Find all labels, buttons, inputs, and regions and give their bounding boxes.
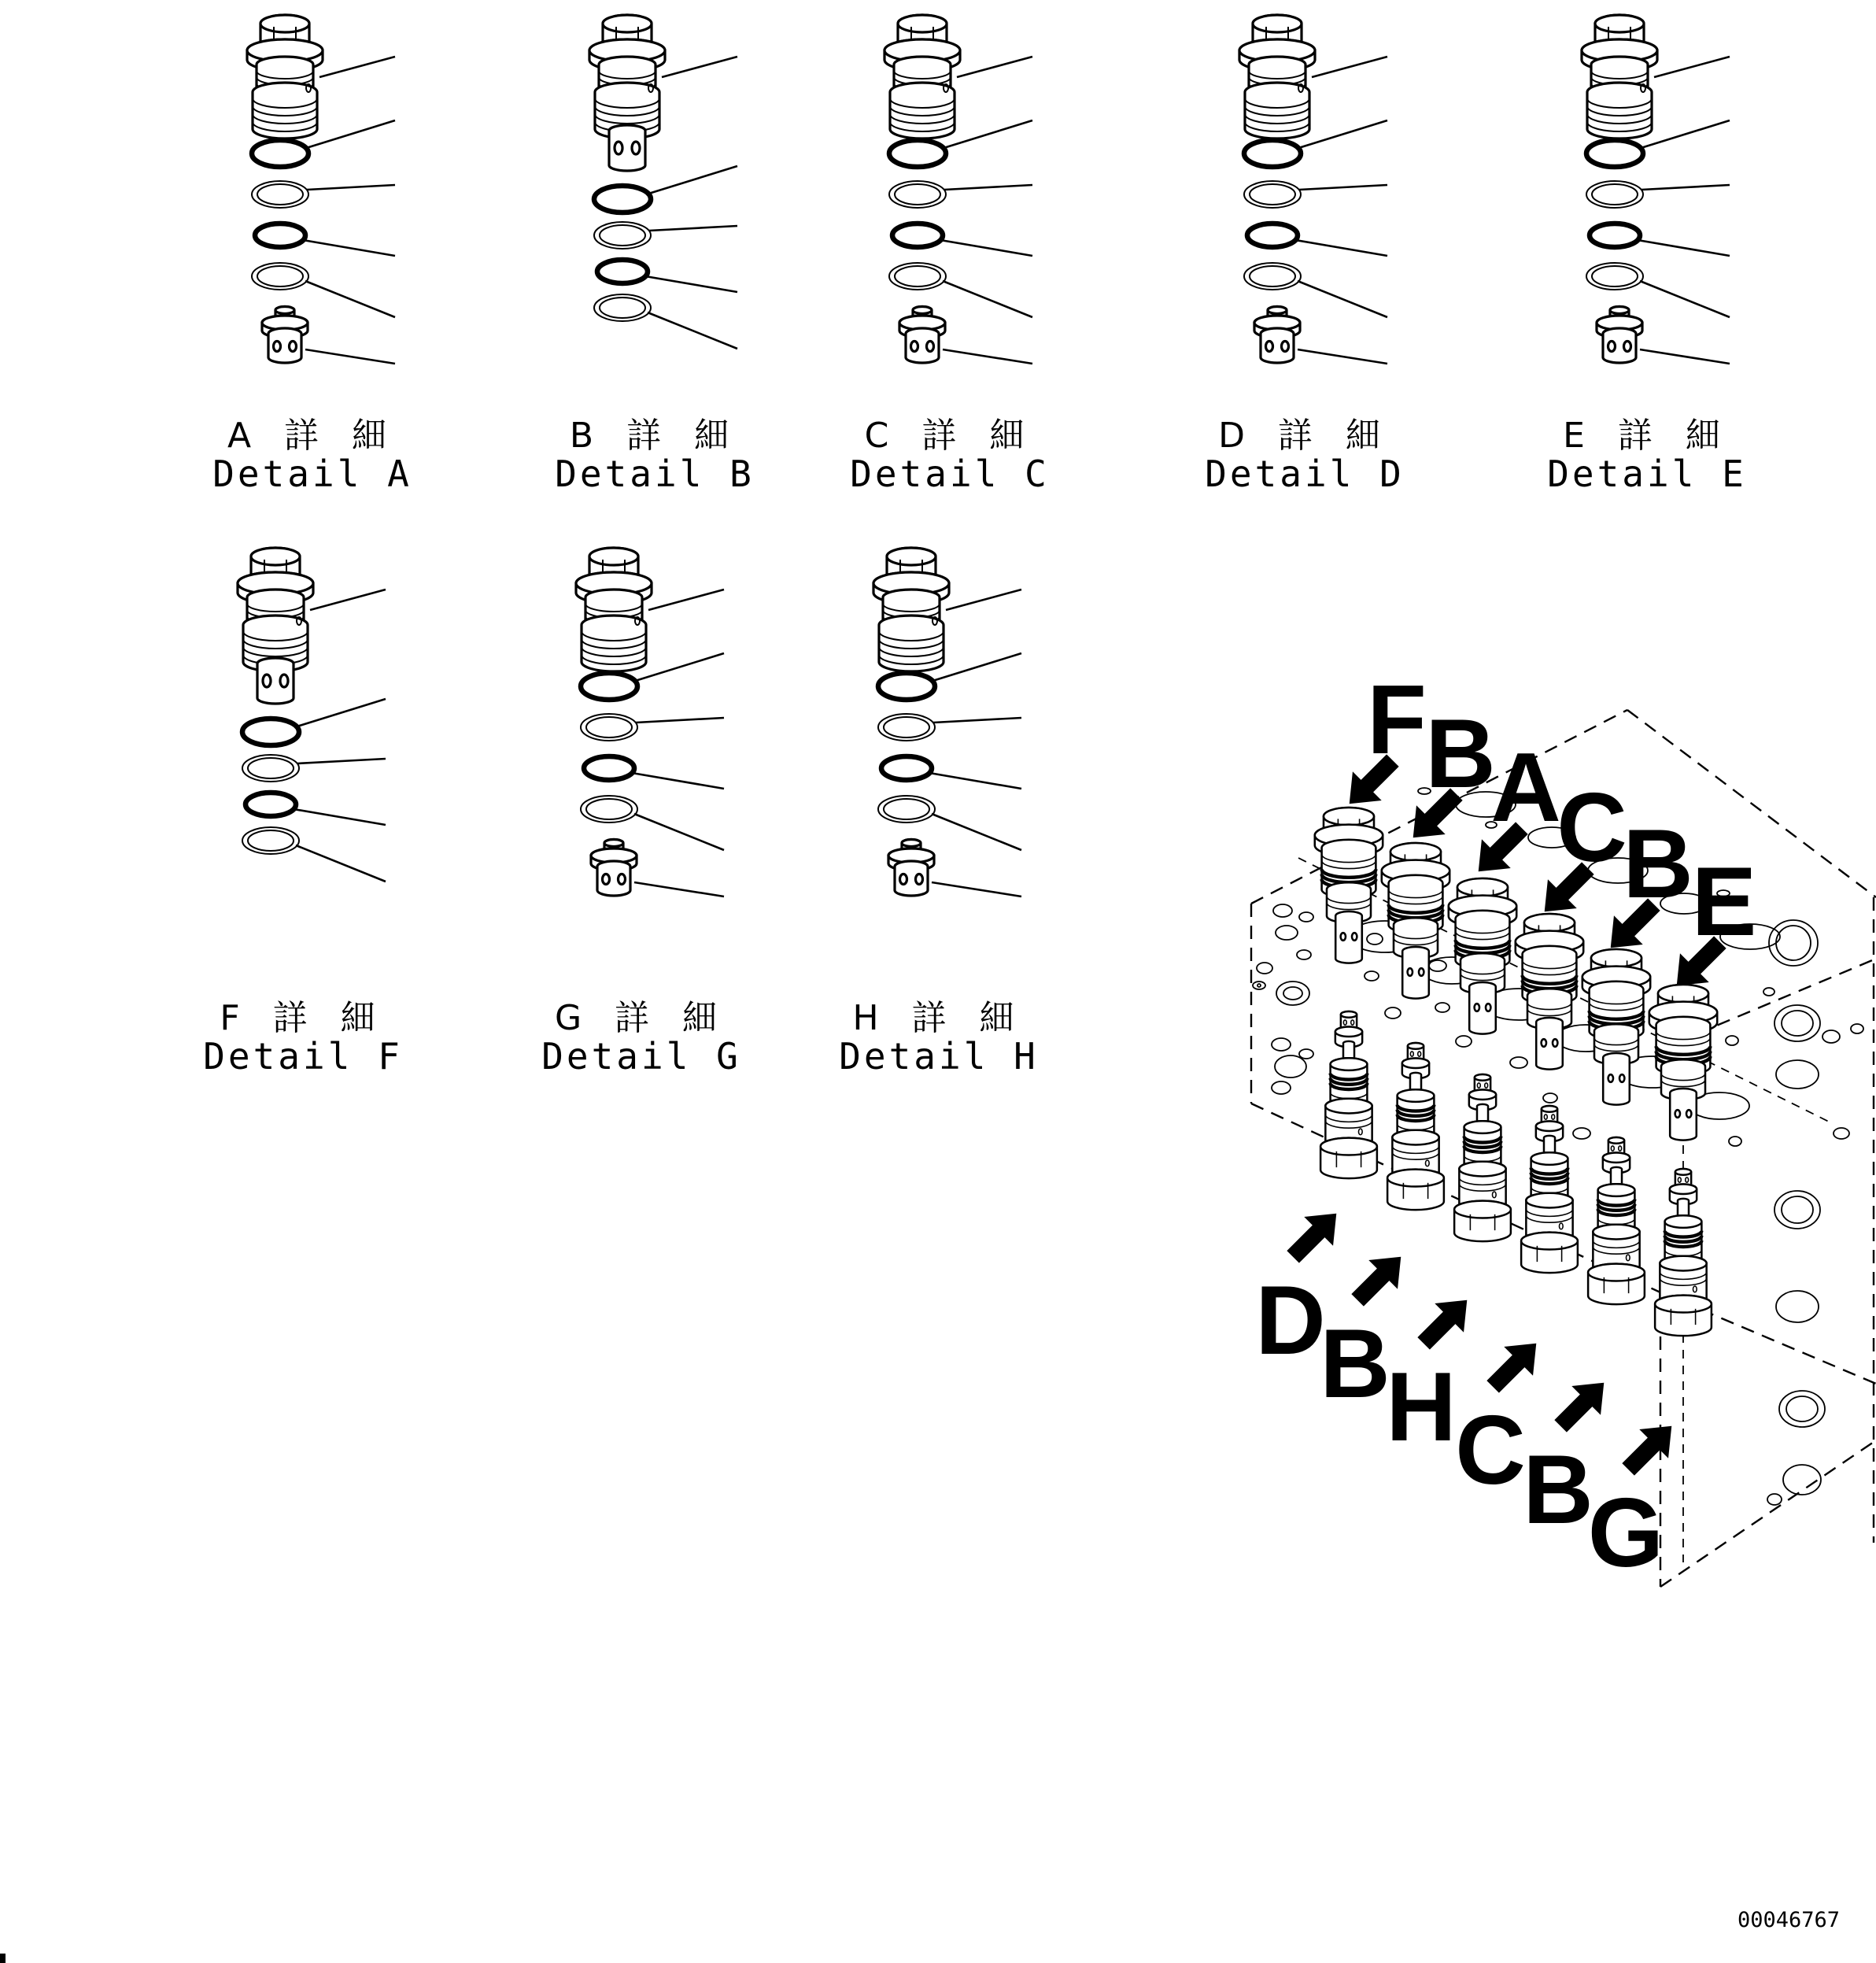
assembly-valve-bottom-5 <box>1588 1137 1645 1304</box>
assembly-valve-top-1 <box>1315 808 1383 963</box>
assembly-marker-top-5: B <box>1623 810 1693 919</box>
detail-F-en-label: Detail F <box>203 1035 403 1078</box>
detail-H-jp-label: H 詳 細 <box>852 998 1025 1038</box>
assembly-valve-top-4 <box>1516 914 1583 1070</box>
assembly-valve-bottom-3 <box>1454 1074 1511 1241</box>
detail-A-jp-label: A 詳 細 <box>227 416 398 456</box>
detail-D-figure <box>1205 15 1405 495</box>
assembly-marker-bottom-6: G <box>1587 1479 1664 1588</box>
detail-G-en-label: Detail G <box>541 1035 741 1078</box>
doc-number: 00046767 <box>1737 1908 1841 1932</box>
arrow-icon <box>1343 1242 1416 1314</box>
page-edge-mark <box>0 1954 6 1963</box>
assembly-marker-bottom-4: C <box>1455 1396 1526 1505</box>
assembly-marker-bottom-5: B <box>1523 1436 1593 1544</box>
arrow-icon <box>1409 1285 1482 1358</box>
assembly-valve-bottom-2 <box>1387 1043 1444 1210</box>
detail-C-en-label: Detail C <box>850 453 1050 495</box>
assembly-isometric-view <box>1251 666 1876 1588</box>
assembly-valve-top-6 <box>1649 985 1717 1140</box>
detail-E-figure <box>1547 15 1747 495</box>
assembly-valve-bottom-6 <box>1655 1169 1712 1336</box>
detail-B-jp-label: B 詳 細 <box>569 416 740 456</box>
detail-E-jp-label: E 詳 細 <box>1563 416 1731 456</box>
detail-F-figure <box>203 548 403 1078</box>
assembly-valve-top-5 <box>1582 949 1650 1105</box>
arrow-icon <box>1479 1329 1551 1401</box>
assembly-valve-bottom-1 <box>1320 1011 1377 1178</box>
assembly-marker-top-1: F <box>1367 666 1427 774</box>
assembly-marker-bottom-2: B <box>1320 1310 1390 1418</box>
assembly-marker-bottom-1: D <box>1255 1266 1326 1375</box>
assembly-valve-top-2 <box>1382 843 1449 999</box>
arrow-icon <box>1279 1199 1351 1271</box>
detail-A-en-label: Detail A <box>212 453 412 495</box>
assembly-marker-top-4: C <box>1557 774 1627 882</box>
detail-F-jp-label: F 詳 細 <box>220 998 386 1038</box>
detail-D-en-label: Detail D <box>1205 453 1405 495</box>
detail-A-figure <box>212 15 412 495</box>
detail-E-en-label: Detail E <box>1547 453 1747 495</box>
detail-B-figure <box>555 15 755 495</box>
detail-C-figure <box>850 15 1050 495</box>
assembly-marker-top-2: B <box>1425 700 1496 808</box>
arrow-icon <box>1546 1368 1619 1440</box>
detail-D-jp-label: D 詳 細 <box>1218 416 1391 456</box>
assembly-valve-bottom-4 <box>1521 1106 1578 1273</box>
assembly-marker-top-6: E <box>1691 848 1757 956</box>
detail-H-figure <box>839 548 1039 1078</box>
detail-H-en-label: Detail H <box>839 1035 1039 1078</box>
detail-C-jp-label: C 詳 細 <box>864 416 1036 456</box>
assembly-marker-top-3: A <box>1490 734 1561 842</box>
detail-B-en-label: Detail B <box>555 453 755 495</box>
detail-G-jp-label: G 詳 細 <box>554 998 729 1038</box>
detail-G-figure <box>541 548 741 1078</box>
assembly-valve-top-3 <box>1449 878 1516 1034</box>
assembly-marker-bottom-3: H <box>1386 1353 1457 1462</box>
arrow-icon <box>1614 1411 1686 1484</box>
